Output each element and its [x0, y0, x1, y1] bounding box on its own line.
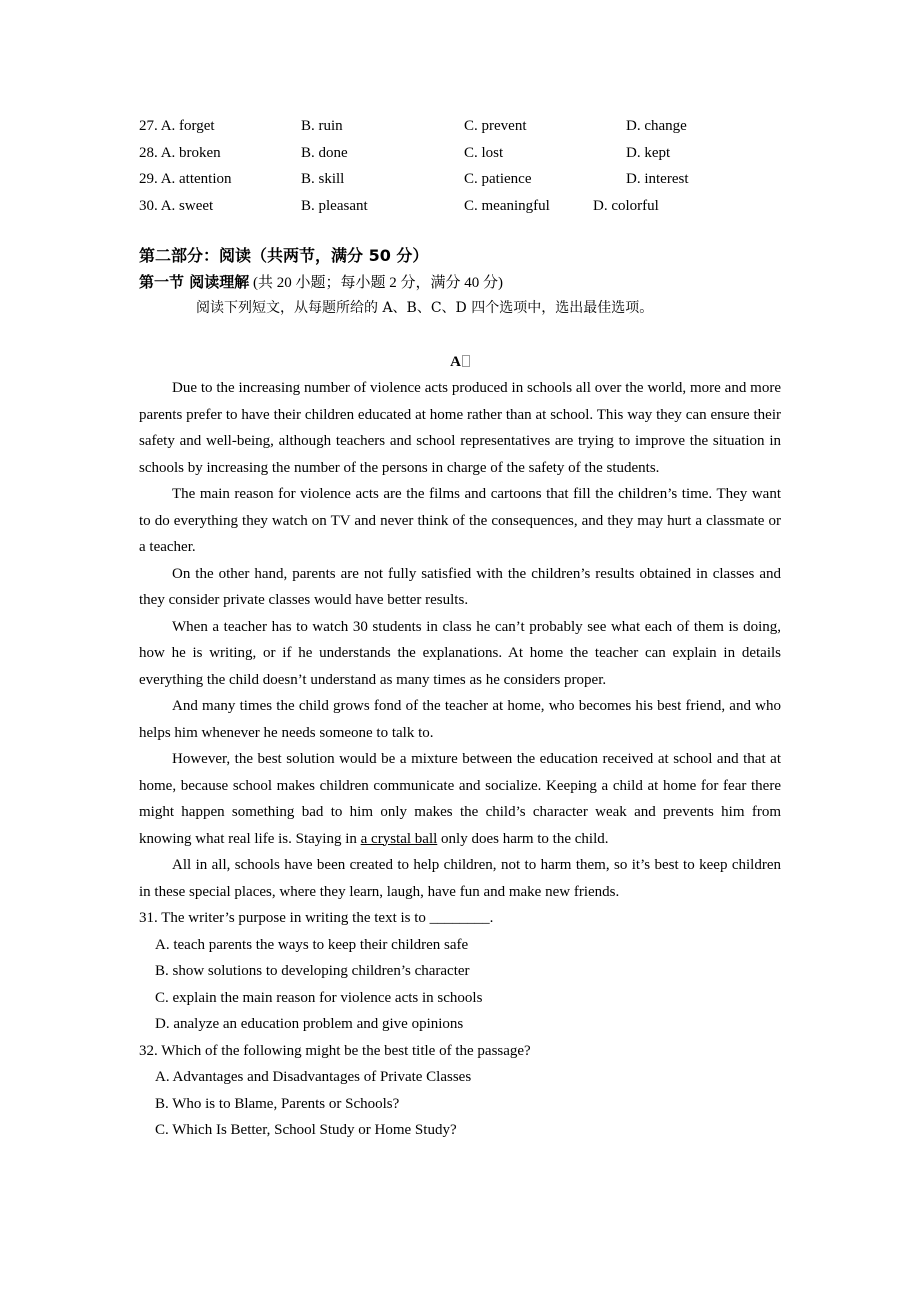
option-d: D. change [626, 118, 687, 134]
subsection-heading [139, 269, 781, 295]
cloze-option-row-27 [139, 113, 781, 140]
answer-choice-d: D. analyze an education problem and give opinions [155, 1016, 464, 1032]
cloze-option-row-29 [139, 166, 781, 193]
question-number: 30. [139, 197, 158, 214]
paragraph-text: only does harm to the child. [437, 830, 609, 847]
passage-paragraph: When a teacher has to watch 30 students in class he can’t probably see what each of them is doing, how he is writing, or if he understands the explanations. At home the teacher can explain in details everything the child doesn’t understand as many times as he considers proper. [139, 618, 781, 688]
option-d: D. interest [626, 171, 689, 187]
answer-choice-c: C. explain the main reason for violence acts in schools [155, 989, 483, 1006]
question-32 [139, 1038, 781, 1144]
exam-page [139, 113, 781, 1144]
answer-choice-b: B. show solutions to developing children’s character [155, 963, 470, 979]
answer-choice-a: A. Advantages and Disadvantages of Private Classes [155, 1069, 472, 1085]
option-a-text: A. sweet [160, 197, 214, 214]
option-d: D. colorful [593, 197, 659, 214]
answer-choice-a: A. teach parents the ways to keep their children safe [155, 936, 469, 953]
question-number: 28. [139, 144, 158, 161]
option-a [139, 193, 213, 220]
option-a [139, 140, 221, 167]
option-a-text: A. attention [160, 171, 232, 187]
subsection-note: (共 20 小题；每小题 2 分，满分 40 分) [249, 275, 503, 291]
instruction-text: 阅读下列短文，从每题所给的 A、B、C、D 四个选项中，选出最佳选项。 [196, 300, 654, 316]
option-b: B. done [301, 144, 348, 161]
option-c: C. prevent [464, 118, 527, 134]
section-title: 第二部分：阅读（共两节，满分 50 分） [139, 246, 429, 265]
passage-paragraph: Due to the increasing number of violence acts produced in schools all over the world, more and more parents prefer to have their children educated at home rather than at school. This way they can ensure their safety and well-being, although teachers and school representatives are trying to improve the situation in schools by increasing the number of the persons in charge of the safety of the students. [139, 380, 781, 476]
cloze-options [139, 113, 781, 219]
question-stem: 32. Which of the following might be the best title of the passage? [139, 1042, 531, 1059]
option-b: B. ruin [301, 118, 343, 134]
passage-paragraph: All in all, schools have been created to help children, not to harm them, so it’s best to keep children in these special places, where they learn, laugh, have fun and make new friends. [139, 857, 781, 900]
missing-glyph-box-icon [462, 355, 470, 367]
option-d: D. kept [626, 144, 671, 161]
option-c: C. patience [464, 171, 532, 187]
passage-paragraph [139, 746, 781, 852]
subsection-title: 第一节 阅读理解 [139, 273, 250, 291]
passage-letter: A [450, 354, 461, 370]
option-a [139, 166, 232, 193]
answer-choice-b: B. Who is to Blame, Parents or Schools? [155, 1095, 400, 1112]
question-number: 27. [139, 118, 158, 134]
passage-label [139, 349, 781, 375]
option-a-text: A. broken [160, 144, 221, 161]
option-c: C. lost [464, 144, 504, 161]
passage-paragraph: And many times the child grows fond of the teacher at home, who becomes his best friend, and who helps him whenever he needs someone to talk to. [139, 698, 781, 741]
answer-choice-c: C. Which Is Better, School Study or Home Study? [155, 1122, 457, 1138]
cloze-option-row-28 [139, 140, 781, 167]
option-a [139, 113, 215, 140]
question-31 [139, 905, 781, 1038]
question-stem: 31. The writer’s purpose in writing the text is to ________. [139, 910, 494, 926]
underlined-phrase: a crystal ball [360, 830, 438, 847]
passage-paragraph: The main reason for violence acts are the films and cartoons that fill the children’s time. They want to do everything they watch on TV and never think of the consequences, and they may hurt a classmate or a teacher. [139, 486, 781, 555]
passage-paragraph: On the other hand, parents are not fully satisfied with the children’s results obtained in classes and they consider private classes would have better results. [139, 565, 781, 608]
paragraph-text: However, the best solution would be a mixture between the education received at school and that at home, because school makes children communicate and socialize. Keeping a child at home for fear there might happen something bad to him only makes the child’s character weak and prevents him from knowing what real life is. Staying in [139, 751, 781, 847]
option-b: B. skill [301, 171, 345, 187]
option-c: C. meaningful [464, 197, 550, 214]
option-b: B. pleasant [301, 197, 368, 214]
option-a-text: A. forget [160, 118, 215, 134]
passage-body [139, 375, 781, 905]
cloze-option-row-30 [139, 193, 781, 220]
question-number: 29. [139, 171, 158, 187]
